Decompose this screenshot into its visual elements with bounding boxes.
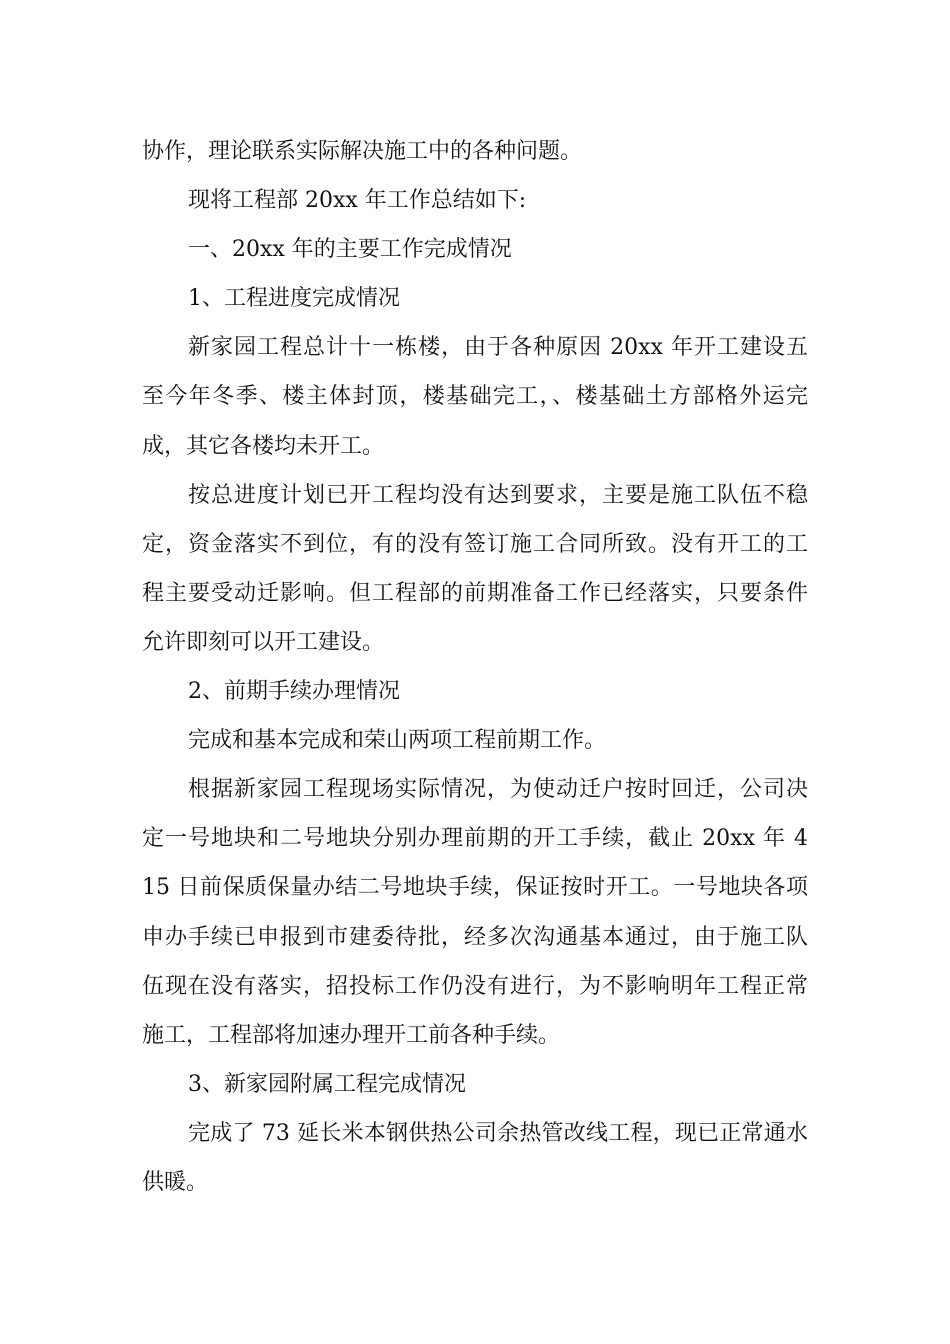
text-line-15: 定一号地块和二号地块分别办理前期的开工手续，截止 20xx 年 4 (142, 826, 808, 852)
text-line-22: 供暖。 (142, 1169, 209, 1195)
text-line-19: 施工，工程部将加速办理开工前各种手续。 (142, 1022, 561, 1048)
text-line-16: 15 日前保质保量办结二号地块手续，保证按时开工。一号地块各项 (142, 875, 808, 901)
subsection-heading-2: 2、前期手续办理情况 (188, 679, 400, 705)
subsection-heading-1: 1、工程进度完成情况 (188, 286, 400, 312)
text-line-17: 申办手续已申报到市建委待批，经多次沟通基本通过，由于施工队 (142, 924, 808, 950)
subsection-heading-3: 3、新家园附属工程完成情况 (188, 1071, 466, 1097)
text-line-8: 按总进度计划已开工程均没有达到要求，主要是施工队伍不稳 (188, 482, 808, 508)
text-line-7: 成，其它各楼均未开工。 (142, 433, 385, 459)
text-line-18: 伍现在没有落实，招投标工作仍没有进行，为不影响明年工程正常 (142, 973, 808, 999)
section-heading-1: 一、20xx 年的主要工作完成情况 (188, 237, 512, 263)
document-body (142, 127, 808, 1207)
text-line-5: 新家园工程总计十一栋楼，由于各种原因 20xx 年开工建设五 (188, 335, 808, 361)
text-line-14: 根据新家园工程现场实际情况，为使动迁户按时回迁，公司决 (188, 777, 808, 803)
text-line-13: 完成和基本完成和荣山两项工程前期工作。 (188, 728, 607, 754)
text-line-2: 现将工程部 20xx 年工作总结如下: (188, 188, 527, 214)
text-line-1: 协作，理论联系实际解决施工中的各种问题。 (142, 139, 583, 164)
text-line-6: 至今年冬季、楼主体封顶，楼基础完工，、楼基础土方部格外运完 (142, 384, 808, 410)
text-line-21: 完成了 73 延长米本钢供热公司余热管改线工程，现已正常通水 (188, 1120, 808, 1146)
text-line-9: 定，资金落实不到位，有的没有签订施工合同所致。没有开工的工 (142, 531, 808, 557)
text-line-11: 允许即刻可以开工建设。 (142, 629, 385, 655)
text-line-10: 程主要受动迁影响。但工程部的前期准备工作已经落实，只要条件 (142, 580, 808, 606)
